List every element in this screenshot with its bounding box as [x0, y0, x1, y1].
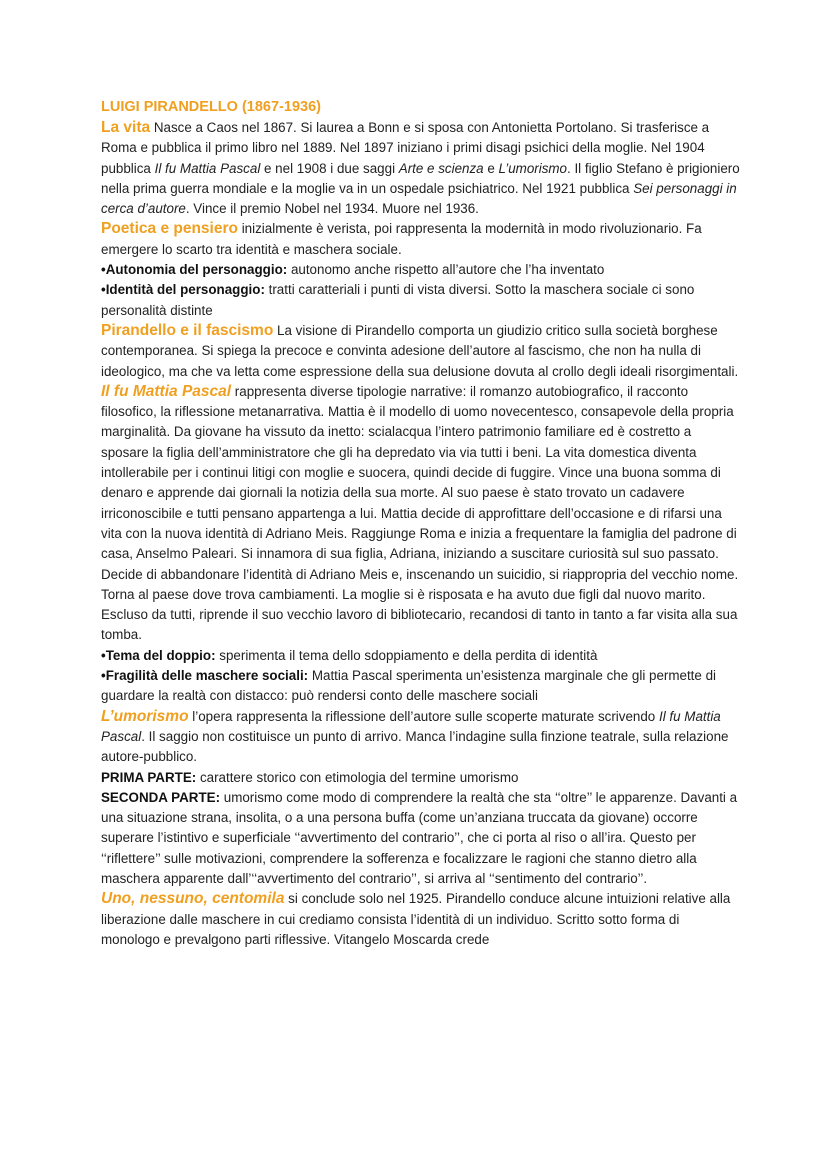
bullet-fragilita-maschere: •Fragilità delle maschere sociali: Mattia Pascal sperimenta un’esistenza marginale che gli permette di guardare la realtà con distacco: può rendersi conto delle maschere sociali [101, 668, 716, 704]
heading-il-fu-mattia-pascal: Il fu Mattia Pascal [101, 382, 232, 400]
heading-l-umorismo: L’umorismo [101, 707, 189, 725]
seconda-parte: SECONDA PARTE: umorismo come modo di comprendere la realtà che sta ‘‘oltre’’ le apparenze. Davanti a una situazione strana, insolita, o a una persona buffa (come un’anziana truccata da giovane) occorre superare l’istintivo e superficiale ‘‘avvertimento del contrario’’, che ci porta al riso o all’ira. Questo per ‘‘riflettere’’ sulle motivazioni, comprendere la sofferenza e focalizzare le ragioni che stanno dietro alla maschera apparente dall’‘‘avvertimento del contrario’’, si arriva al ‘‘sentimento del contrario’’. [101, 789, 738, 886]
section-uno-nessuno-centomila: Uno, nessuno, centomila si conclude solo nel 1925. Pirandello conduce alcune intuizioni relative alla liberazione dalle maschere in cui crediamo consista l’identità di un individuo. Scritto sotto forma di monologo e prevalgono parti riflessive. Vitangelo Moscarda crede [101, 890, 731, 947]
document-title: LUIGI PIRANDELLO (1867-1936) [101, 99, 321, 115]
heading-poetica-e-pensiero: Poetica e pensiero [101, 220, 238, 238]
section-fascismo: Pirandello e il fascismo La visione di Pirandello comporta un giudizio critico sulla società borghese contemporanea. Si spiega la precoce e convinta adesione dell’autore al fascismo, che non ha nulla di ideologico, ma che va letta come espressione della sua delusione dovuta al crollo degli ideali risorgimentali. [101, 321, 739, 379]
section-vita: La vita Nasce a Caos nel 1867. Si laurea a Bonn e si sposa con Antonietta Portolano. Si trasferisce a Roma e pubblica il primo libro nel 1889. Nel 1897 iniziano i primi disagi psichici della moglie. Nel 1904 pubblica Il fu Mattia Pascal e nel 1908 i due saggi Arte e scienza e L’umorismo. Il figlio Stefano è prigioniero nella prima guerra mondiale e la moglie va in un ospedale psichiatrico. Nel 1921 pubblica Sei personaggi in cerca d’autore. Vince il premio Nobel nel 1934. Muore nel 1936. [101, 119, 740, 217]
heading-la-vita: La vita [101, 119, 151, 136]
bullet-tema-del-doppio: •Tema del doppio: sperimenta il tema dello sdoppiamento e della perdita di identità [101, 647, 598, 663]
bullet-autonomia: •Autonomia del personaggio: autonomo anche rispetto all’autore che l’ha inventato [101, 262, 605, 278]
section-mattia-pascal: Il fu Mattia Pascal rappresenta diverse tipologie narrative: il romanzo autobiografico, il racconto filosofico, la riflessione metanarrativa. Mattia è il modello di uomo novecentesco, consapevole della propria marginalità. Da giovane ha vissuto da inetto: scialacqua l’intero patrimonio familiare ed è costretto a sposare la figlia dell’amministratore che gli ha depredato via via tutti i beni. La vita domestica diventa intollerabile per i continui litigi con moglie e suocera, quindi decide di fuggire. Vince una buona somma di denaro e apprende dai giornali la notizia della sua morte. Al suo paese è stato trovato un cadavere irriconoscibile e tutti pensano appartenga a lui. Mattia decide di approfittare dell’occasione e di rifarsi una vita con la nuova identità di Adriano Meis. Raggiunge Roma e inizia a frequentare la famiglia del padrone di casa, Anselmo Paleari. Si innamora di sua figlia, Adriana, iniziando a suscitare curiosità sul suo passato. Decide di abbandonare l’identità di Adriano Meis e, inscenando un suicidio, si riappropria del vecchio nome. Torna al paese dove trova cambiamenti. La moglie si è risposata e ha avuto due figli dal nuovo marito. Escluso da tutti, riprende il suo vecchio lavoro di bibliotecario, recandosi di tanto in tanto a far visita alla sua tomba. [101, 382, 739, 643]
section-poetica: Poetica e pensiero inizialmente è verista, poi rappresenta la modernità in modo rivoluzionario. Fa emergere lo scarto tra identità e maschera sociale. [101, 220, 702, 257]
document-page [101, 96, 741, 950]
section-umorismo: L’umorismo l’opera rappresenta la riflessione dell’autore sulle scoperte maturate scrivendo Il fu Mattia Pascal. Il saggio non costituisce un punto di arrivo. Manca l’indagine sulla finzione teatrale, sulla relazione autore-pubblico. [101, 707, 729, 765]
bullet-identita: •Identità del personaggio: tratti caratteriali i punti di vista diversi. Sotto la maschera sociale ci sono personalità distinte [101, 282, 695, 318]
heading-uno-nessuno-centomila: Uno, nessuno, centomila [101, 890, 285, 908]
heading-pirandello-e-il-fascismo: Pirandello e il fascismo [101, 321, 274, 339]
prima-parte: PRIMA PARTE: carattere storico con etimologia del termine umorismo [101, 769, 519, 785]
